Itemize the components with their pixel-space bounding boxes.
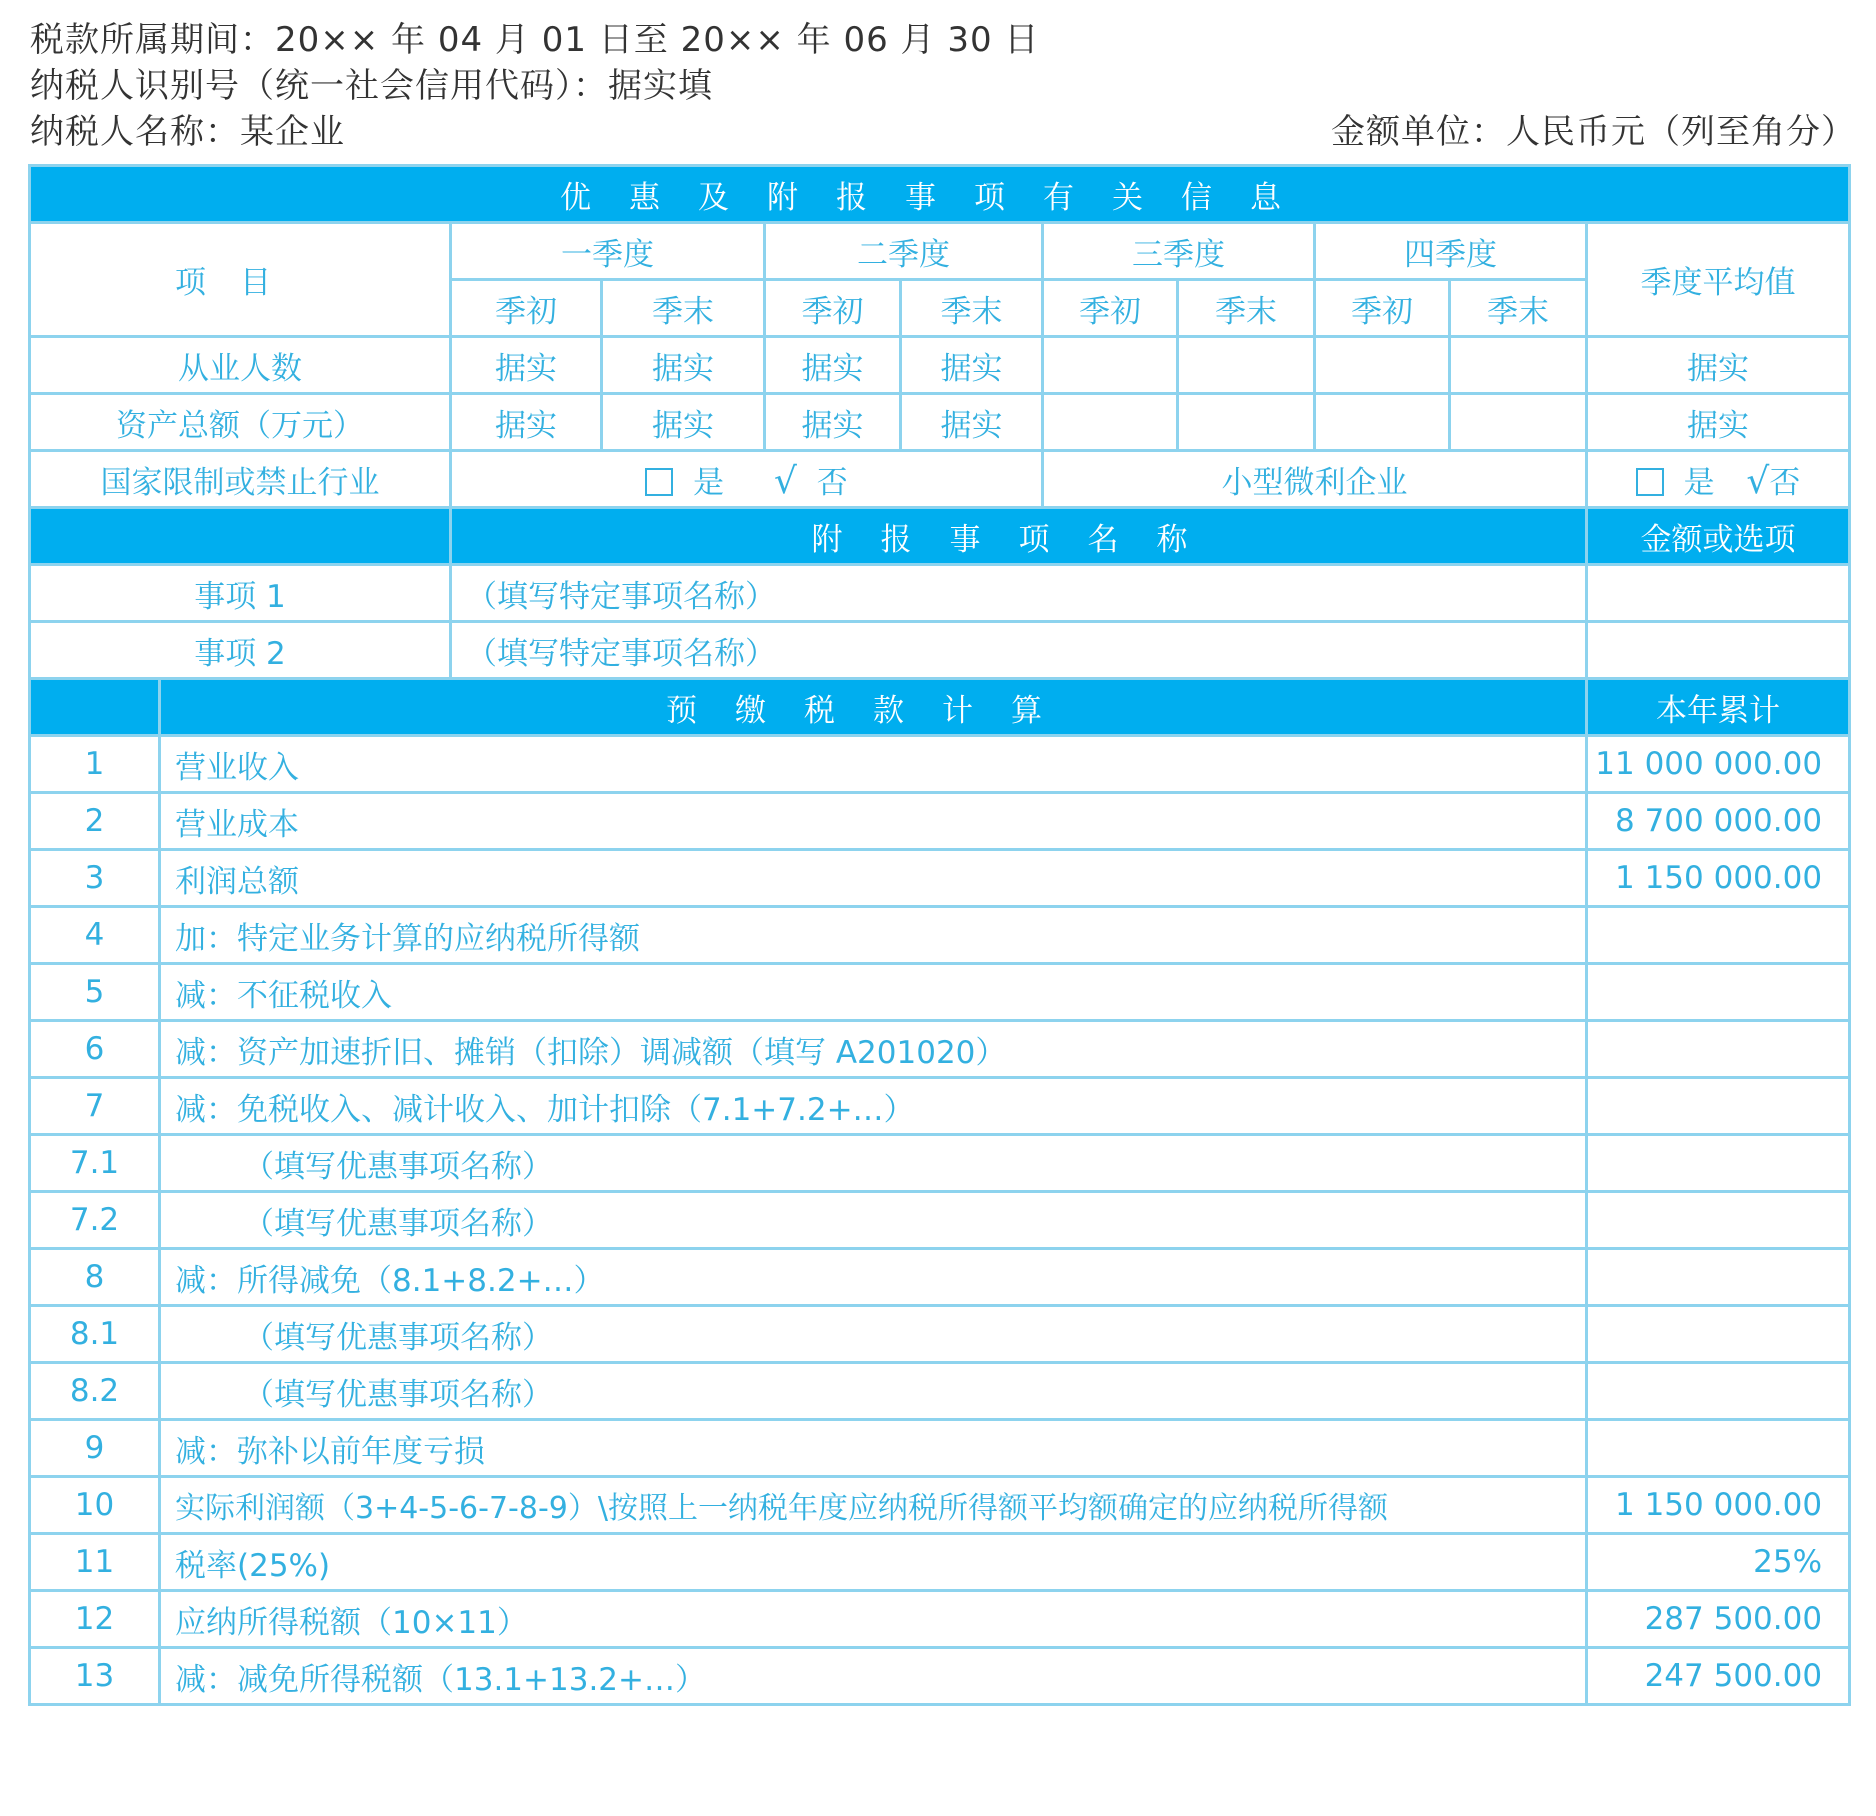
- employees-q3-begin[interactable]: [1043, 337, 1178, 394]
- row-description: 利润总额: [160, 850, 1587, 907]
- assets-q4-begin[interactable]: [1315, 394, 1450, 451]
- row-value[interactable]: 287 500.00: [1587, 1591, 1850, 1648]
- row-value[interactable]: 8 700 000.00: [1587, 793, 1850, 850]
- quarter-average-header: 季度平均值: [1587, 223, 1850, 337]
- row-description: （填写优惠事项名称）: [160, 1363, 1587, 1420]
- assets-q4-end[interactable]: [1450, 394, 1587, 451]
- row-value[interactable]: [1587, 1078, 1850, 1135]
- row-description: 减：所得减免（8.1+8.2+…）: [160, 1249, 1587, 1306]
- restricted-no-label: 否: [816, 464, 848, 501]
- section-supplementary-header: [30, 508, 1850, 565]
- row-value[interactable]: 1 150 000.00: [1587, 1477, 1850, 1534]
- row-description: 营业成本: [160, 793, 1587, 850]
- row-number: 6: [30, 1021, 160, 1078]
- row-number: 10: [30, 1477, 160, 1534]
- assets-q1-end[interactable]: 据实: [602, 394, 765, 451]
- calc-subrow: [30, 1135, 1850, 1192]
- small-profit-yes-checkbox[interactable]: [1636, 468, 1664, 496]
- employees-q3-end[interactable]: [1178, 337, 1315, 394]
- taxpayer-id: 纳税人识别号（统一社会信用代码）：据实填: [30, 66, 713, 106]
- restricted-yes-label: 是: [693, 464, 725, 501]
- calc-row: [30, 1420, 1850, 1477]
- supplementary-item-name[interactable]: （填写特定事项名称）: [451, 622, 1587, 679]
- restricted-industry-label: 国家限制或禁止行业: [30, 451, 451, 508]
- row-description: （填写优惠事项名称）: [160, 1192, 1587, 1249]
- row-number: 13: [30, 1648, 160, 1705]
- row-value[interactable]: [1587, 1420, 1850, 1477]
- q4-begin-header: 季初: [1315, 280, 1450, 337]
- calc-row: [30, 907, 1850, 964]
- q3-begin-header: 季初: [1043, 280, 1178, 337]
- q3-header: 三季度: [1043, 223, 1315, 280]
- assets-q3-begin[interactable]: [1043, 394, 1178, 451]
- employees-q4-begin[interactable]: [1315, 337, 1450, 394]
- row-number: 8.2: [30, 1363, 160, 1420]
- calc-row: [30, 736, 1850, 793]
- supplementary-item-row: [30, 565, 1850, 622]
- row-value[interactable]: [1587, 1135, 1850, 1192]
- small-profit-options: [1587, 451, 1850, 508]
- row-number: 4: [30, 907, 160, 964]
- taxpayer-name: 纳税人名称：某企业: [30, 112, 345, 152]
- calc-row: [30, 1477, 1850, 1534]
- calc-row: [30, 1021, 1850, 1078]
- employees-q4-end[interactable]: [1450, 337, 1587, 394]
- employees-q1-begin[interactable]: 据实: [451, 337, 602, 394]
- employees-q1-end[interactable]: 据实: [602, 337, 765, 394]
- row-description: （填写优惠事项名称）: [160, 1306, 1587, 1363]
- row-number: 9: [30, 1420, 160, 1477]
- row-number: 7.1: [30, 1135, 160, 1192]
- row-description: 减：弥补以前年度亏损: [160, 1420, 1587, 1477]
- assets-q2-begin[interactable]: 据实: [765, 394, 901, 451]
- row-value[interactable]: 1 150 000.00: [1587, 850, 1850, 907]
- row-value[interactable]: [1587, 1249, 1850, 1306]
- row-number: 5: [30, 964, 160, 1021]
- row-number: 1: [30, 736, 160, 793]
- small-profit-no-label: 否: [1769, 464, 1801, 501]
- calc-subrow: [30, 1192, 1850, 1249]
- restricted-industry-options: [451, 451, 1043, 508]
- row-value[interactable]: [1587, 907, 1850, 964]
- section-preferential-title: 优惠及附报事项有关信息: [30, 166, 1850, 223]
- calc-row: [30, 850, 1850, 907]
- prepayment-blank-header: [30, 679, 160, 736]
- supplementary-item-label: 事项 2: [30, 622, 451, 679]
- supplementary-title: 附报事项名称: [451, 508, 1587, 565]
- row-number: 8: [30, 1249, 160, 1306]
- row-value[interactable]: [1587, 1306, 1850, 1363]
- row-number: 3: [30, 850, 160, 907]
- tax-period: 税款所属期间：20×× 年 04 月 01 日至 20×× 年 06 月 30 日: [30, 20, 1040, 60]
- assets-q2-end[interactable]: 据实: [901, 394, 1043, 451]
- row-value[interactable]: 247 500.00: [1587, 1648, 1850, 1705]
- row-number: 7: [30, 1078, 160, 1135]
- q1-header: 一季度: [451, 223, 765, 280]
- restricted-industry-row: [30, 451, 1850, 508]
- row-value[interactable]: [1587, 964, 1850, 1021]
- row-value[interactable]: [1587, 1363, 1850, 1420]
- restricted-no-check-icon[interactable]: √: [773, 460, 797, 502]
- row-description: （填写优惠事项名称）: [160, 1135, 1587, 1192]
- item-header: 项目: [30, 223, 451, 337]
- row-description: 减：免税收入、减计收入、加计扣除（7.1+7.2+…）: [160, 1078, 1587, 1135]
- calc-row: [30, 964, 1850, 1021]
- supplementary-item-name[interactable]: （填写特定事项名称）: [451, 565, 1587, 622]
- q1-begin-header: 季初: [451, 280, 602, 337]
- amount-unit: 金额单位：人民币元（列至角分）: [1331, 112, 1856, 152]
- calc-subrow: [30, 1363, 1850, 1420]
- section-prepayment-header: [30, 679, 1850, 736]
- row-description: 税率(25%): [160, 1534, 1587, 1591]
- row-description: 减：减免所得税额（13.1+13.2+…）: [160, 1648, 1587, 1705]
- row-number: 7.2: [30, 1192, 160, 1249]
- row-number: 11: [30, 1534, 160, 1591]
- employees-q2-end[interactable]: 据实: [901, 337, 1043, 394]
- prepayment-value-header: 本年累计: [1587, 679, 1850, 736]
- q2-header: 二季度: [765, 223, 1043, 280]
- restricted-yes-checkbox[interactable]: [645, 468, 673, 496]
- calc-row: [30, 1648, 1850, 1705]
- q4-header: 四季度: [1315, 223, 1587, 280]
- calc-row: [30, 1249, 1850, 1306]
- tax-prepayment-form: [28, 164, 1851, 1706]
- supplementary-blank-header: [30, 508, 451, 565]
- small-profit-label: 小型微利企业: [1043, 451, 1587, 508]
- employees-row: [30, 337, 1850, 394]
- small-profit-yes-label: 是: [1683, 464, 1715, 501]
- q2-begin-header: 季初: [765, 280, 901, 337]
- calc-row: [30, 1591, 1850, 1648]
- assets-average[interactable]: 据实: [1587, 394, 1850, 451]
- q3-end-header: 季末: [1178, 280, 1315, 337]
- row-value[interactable]: [1587, 1021, 1850, 1078]
- row-description: 减：资产加速折旧、摊销（扣除）调减额（填写 A201020）: [160, 1021, 1587, 1078]
- row-value[interactable]: [1587, 1192, 1850, 1249]
- q2-end-header: 季末: [901, 280, 1043, 337]
- row-description: 减：不征税收入: [160, 964, 1587, 1021]
- row-description: 应纳所得税额（10×11）: [160, 1591, 1587, 1648]
- row-value[interactable]: 25%: [1587, 1534, 1850, 1591]
- row-description: 实际利润额（3+4-5-6-7-8-9）\按照上一纳税年度应纳税所得额平均额确定的应纳税所得额: [160, 1477, 1587, 1534]
- row-description: 加：特定业务计算的应纳税所得额: [160, 907, 1587, 964]
- assets-q3-end[interactable]: [1178, 394, 1315, 451]
- row-number: 12: [30, 1591, 160, 1648]
- supplementary-item-value[interactable]: [1587, 622, 1850, 679]
- supplementary-value-header: 金额或选项: [1587, 508, 1850, 565]
- row-number: 2: [30, 793, 160, 850]
- row-number: 8.1: [30, 1306, 160, 1363]
- q4-end-header: 季末: [1450, 280, 1587, 337]
- total-assets-row: [30, 394, 1850, 451]
- employees-average[interactable]: 据实: [1587, 337, 1850, 394]
- supplementary-item-label: 事项 1: [30, 565, 451, 622]
- employees-q2-begin[interactable]: 据实: [765, 337, 901, 394]
- total-assets-label: 资产总额（万元）: [30, 394, 451, 451]
- employees-label: 从业人数: [30, 337, 451, 394]
- row-description: 营业收入: [160, 736, 1587, 793]
- supplementary-item-row: [30, 622, 1850, 679]
- row-value[interactable]: 11 000 000.00: [1587, 736, 1850, 793]
- prepayment-title: 预缴税款计算: [160, 679, 1587, 736]
- q1-end-header: 季末: [602, 280, 765, 337]
- supplementary-item-value[interactable]: [1587, 565, 1850, 622]
- calc-row: [30, 1534, 1850, 1591]
- calc-row: [30, 1078, 1850, 1135]
- calc-row: [30, 793, 1850, 850]
- assets-q1-begin[interactable]: 据实: [451, 394, 602, 451]
- calc-subrow: [30, 1306, 1850, 1363]
- small-profit-no-check-icon[interactable]: √: [1746, 460, 1770, 502]
- section-preferential-header: [30, 166, 1850, 223]
